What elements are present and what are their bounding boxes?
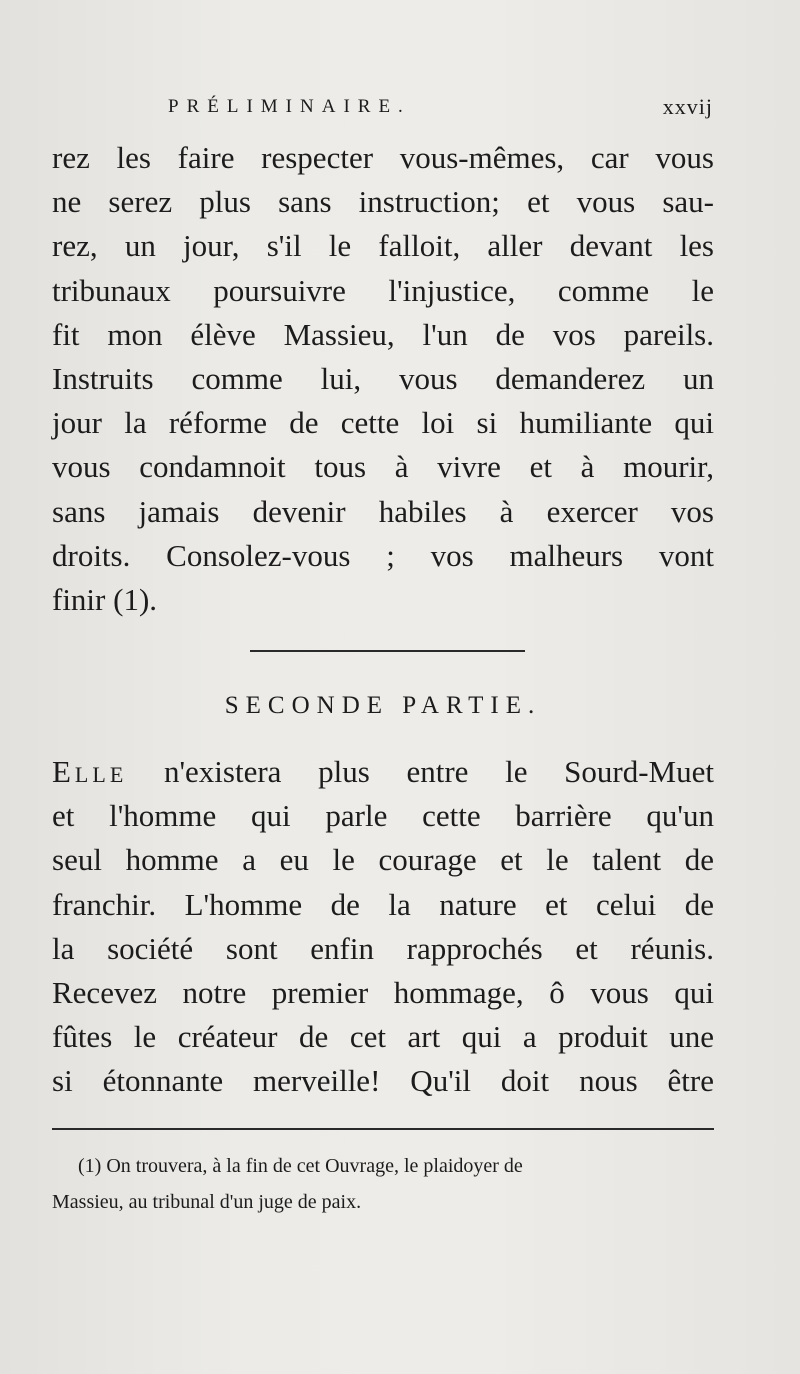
- section-divider: [250, 650, 525, 652]
- text-line: franchir. L'homme de la nature et celui de: [52, 886, 714, 922]
- text-line: seul homme a eu le courage et le talent de: [52, 842, 714, 878]
- footnote-line: (1) On trouvera, à la fin de cet Ouvrage, le plaidoyer de: [78, 1155, 523, 1177]
- text-line: Recevez notre premier hommage, ô vous qui: [52, 974, 714, 1010]
- text-line: fûtes le créateur de cet art qui a produit une: [52, 1019, 714, 1055]
- text-line: finir (1).: [52, 581, 158, 617]
- paragraph-part-one: [52, 136, 714, 622]
- paragraph-part-two: [52, 750, 714, 1104]
- text-line: jour la réforme de cette loi si humiliante qui: [52, 405, 714, 441]
- text-line: fit mon élève Massieu, l'un de vos pareils.: [52, 316, 714, 352]
- text-line: Instruits comme lui, vous demanderez un: [52, 360, 714, 396]
- text-line: droits. Consolez-vous ; vos malheurs vont: [52, 537, 714, 573]
- text-line: sans jamais devenir habiles à exercer vos: [52, 493, 714, 529]
- text-line-first: [52, 750, 714, 794]
- text-line: si étonnante merveille! Qu'il doit nous être: [52, 1063, 714, 1099]
- running-title: PRÉLIMINAIRE.: [168, 96, 411, 117]
- text-line: et l'homme qui parle cette barrière qu'un: [52, 798, 714, 834]
- text-line: ne serez plus sans instruction; et vous sau-: [52, 184, 714, 220]
- section-heading: SECONDE PARTIE.: [224, 692, 542, 719]
- text-line: vous condamnoit tous à vivre et à mourir,: [52, 449, 714, 485]
- text-line: tribunaux poursuivre l'injustice, comme le: [52, 272, 714, 308]
- footnote: [52, 1148, 714, 1220]
- footnote-line: Massieu, au tribunal d'un juge de paix.: [52, 1191, 362, 1213]
- footnote-rule: [52, 1128, 714, 1130]
- running-head: [168, 92, 713, 122]
- opening-word: Elle: [52, 754, 128, 789]
- first-line-rest: n'existera plus entre le Sourd-Muet: [127, 754, 714, 789]
- text-line: rez, un jour, s'il le falloit, aller devant les: [52, 228, 714, 264]
- page-number: xxvij: [662, 94, 713, 119]
- text-line: la société sont enfin rapprochés et réunis.: [52, 930, 714, 966]
- text-line: rez les faire respecter vous-mêmes, car vous: [52, 140, 714, 175]
